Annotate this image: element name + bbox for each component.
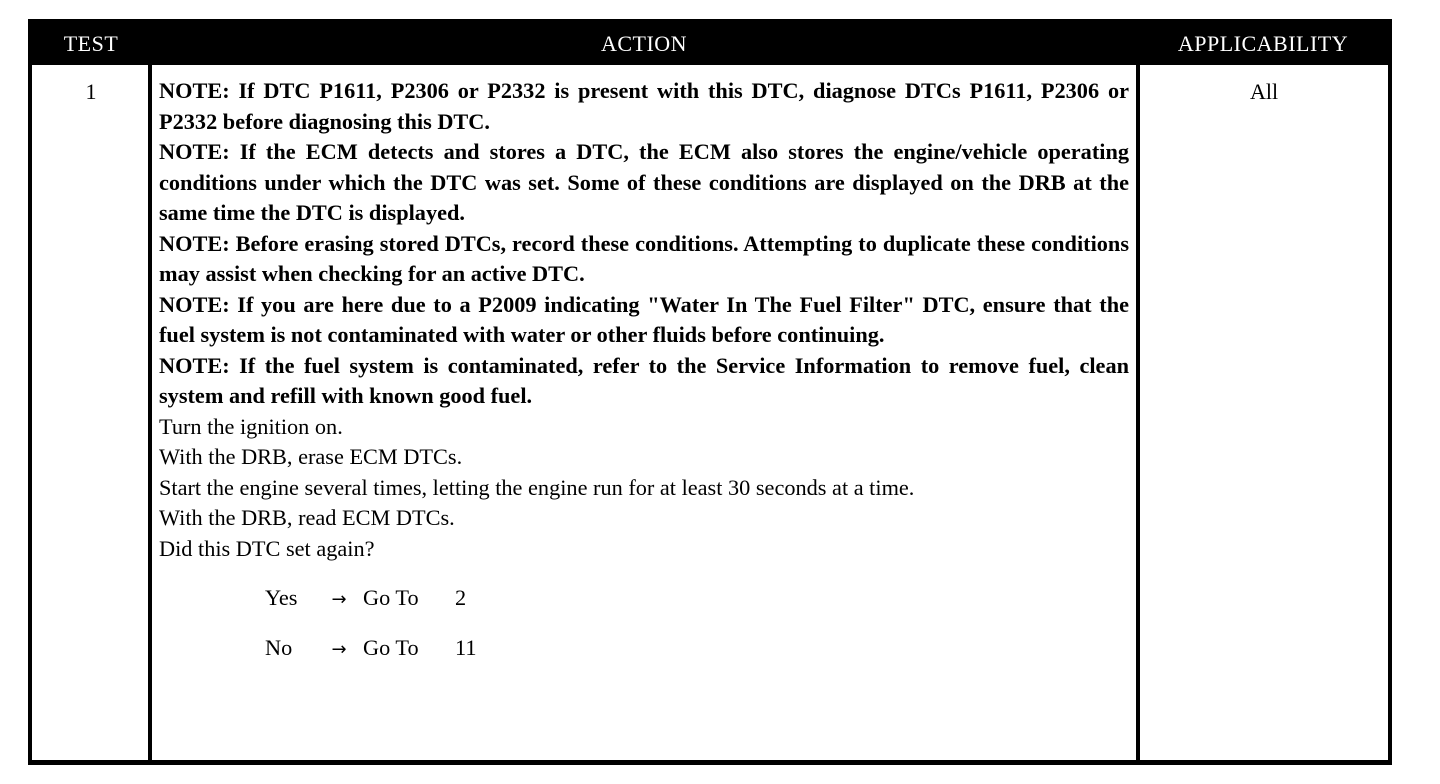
column-divider-test xyxy=(148,65,152,764)
test-number: 1 xyxy=(85,79,97,104)
goto-target: 2 xyxy=(455,585,467,610)
table-header xyxy=(32,23,1388,65)
goto-label: Go To xyxy=(363,585,419,610)
note-text: NOTE: If the fuel system is contaminated, refer to the Service Information to remove fuel, clean system and refill with known good fuel. xyxy=(159,352,1129,408)
action-cell xyxy=(159,76,1129,680)
header-action: ACTION xyxy=(600,31,688,56)
arrow-right-icon: → xyxy=(331,639,347,660)
step-text: With the DRB, read ECM DTCs. xyxy=(159,505,455,530)
goto-target: 11 xyxy=(455,635,477,660)
step-text: Turn the ignition on. xyxy=(159,413,343,439)
note-text: NOTE: If DTC P1611, P2306 or P2332 is present with this DTC, diagnose DTCs P1611, P2306 or P2332 before diagnosing this DTC. xyxy=(159,78,1129,134)
goto-label: Go To xyxy=(363,635,419,660)
question-text: Did this DTC set again? xyxy=(159,535,375,561)
choice-answer: Yes xyxy=(265,585,298,610)
note-text: NOTE: Before erasing stored DTCs, record these conditions. Attempting to duplicate these conditions may assist when checking for an active DTC. xyxy=(159,230,1129,286)
arrow-right-icon: → xyxy=(331,589,347,610)
choice-no xyxy=(265,630,1129,680)
choice-answer: No xyxy=(265,635,293,660)
header-test: TEST xyxy=(63,31,119,56)
applicability-value: All xyxy=(1249,79,1279,104)
note-text: NOTE: If you are here due to a P2009 indicating "Water In The Fuel Filter" DTC, ensure that the fuel system is not contaminated with water or other fluids before continuing. xyxy=(159,291,1129,347)
choice-yes xyxy=(265,580,1129,630)
step-text: With the DRB, erase ECM DTCs. xyxy=(159,444,463,469)
step-text: Start the engine several times, letting the engine run for at least 30 seconds at a time. xyxy=(159,474,915,500)
column-divider-applicability xyxy=(1136,65,1140,764)
note-text: NOTE: If the ECM detects and stores a DTC, the ECM also stores the engine/vehicle operating conditions under which the DTC was set. Some of these conditions are displayed on the DRB at the same time the DTC is displayed. xyxy=(159,139,1129,225)
diagnostic-table xyxy=(28,19,1392,765)
header-applicability: APPLICABILITY xyxy=(1177,31,1349,56)
answer-choices xyxy=(159,580,1129,680)
